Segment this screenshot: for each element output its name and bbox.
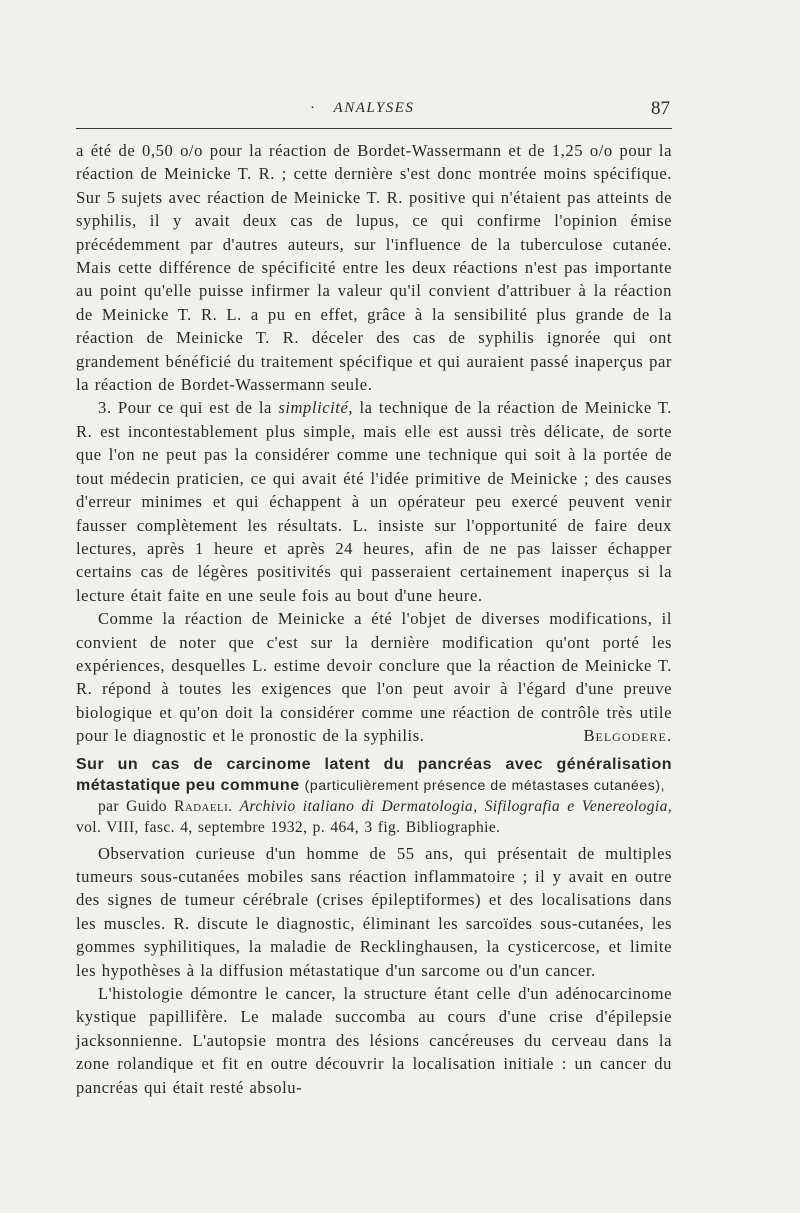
review1-paragraph-3-text: Comme la réaction de Meinicke a été l'objet de diverses modifications, il convient de noter que c'est sur la dernière modification qu'ont porté les expériences, desquelles L. estime devoir conclure que la réaction de Meinicke T. R. répond à toutes les exigences que l'on peut avoir à l'égard d'une preuve biologique et qu'on doit la considérer comme une réaction de contrôle très utile pour le diagnostic et le pronostic de la syphilis. [76, 609, 672, 746]
review1-paragraph-2-rest: , la technique de la réaction de Meinicke T. R. est incontestablement plus simple, mais elle est aussi très délicate, de sorte que l'on ne peut pas la considérer comme une technique qui soit à la portée de tout médecin praticien, ce qui avait été l'idée primitive de Meinicke ; des causes d'erreur minimes et qui échappent à un opérateur peu exercé peuvent venir fausser complètement les résultats. L. insiste sur l'opportunité de faire deux lectures, après 1 heure et après 24 heures, afin de ne pas laisser échapper certains cas de légères positivités qui passeraient certainement inaperçus si la lecture était faite en une seule fois au bout d'une heure. [76, 398, 672, 605]
article-title-text: Sur un cas de carcinome latent du pancréas avec généralisation métastatique peu commune [76, 755, 672, 794]
article-subtitle: (particulièrement présence de métastases cutanées), [304, 776, 666, 793]
running-title: ANALYSES [333, 100, 415, 116]
citation-by: par Guido [98, 797, 175, 815]
review1-paragraph-1: a été de 0,50 o/o pour la réaction de Bordet-Wassermann et de 1,25 o/o pour la réaction de Meinicke T. R. ; cette dernière s'est donc montrée moins spécifique. Sur 5 sujets avec réaction de Meinicke T. R. positive qui n'étaient pas atteints de syphilis, il y avait deux cas de lupus, ce qui confirme l'opinion émise précédemment par d'autres auteurs, sur l'influence de la tuberculose cutanée. Mais cette différence de spécificité entre les deux réactions n'est pas importante au point qu'elle puisse infirmer la valeur qu'il convient d'attribuer à la réaction de Meinicke T. R. L. a pu en effet, grâce à la sensibilité plus grande de la réaction de Meinicke T. R. déceler des cas de syphilis ignorée qui ont grandement bénéficié du traitement spécifique et qui auraient passé inaperçus par la réaction de Bordet-Wassermann seule. [76, 141, 672, 395]
header-rule [76, 128, 672, 129]
reviewer-signature: Belgodere. [583, 726, 672, 746]
review1-paragraph-2-start: 3. Pour ce qui est de la [98, 398, 279, 418]
review2-paragraph-2: L'histologie démontre le cancer, la structure étant celle d'un adénocarcinome kystique papillifère. Le malade succomba au cours d'une crise d'épilepsie jacksonnienne. L'autopsie montra des lésions cancéreuses du cerveau dans la zone rolandique et fit en outre découvrir la localisation initiale : un cancer du pancréas qui était resté absolu- [76, 984, 672, 1097]
article-title [76, 754, 672, 796]
review1-paragraph-2 [76, 396, 672, 607]
running-header [76, 96, 672, 126]
emphasis-simplicite: simplicité [278, 398, 349, 418]
page-number: 87 [651, 98, 670, 119]
header-dot: · [310, 100, 315, 116]
review1-paragraph-3 [76, 607, 672, 747]
citation-details: vol. VIII, fasc. 4, septembre 1932, p. 464, 3 fig. Bibliographie. [76, 818, 501, 836]
article-citation [76, 796, 672, 838]
review2-paragraph-1: Observation curieuse d'un homme de 55 ans, qui présentait de multiples tumeurs sous-cutanées mobiles sans réaction inflammatoire ; il y avait en outre des signes de tumeur cérébrale (crises épileptiformes) et des localisations dans les muscles. R. discute le diagnostic, éliminant les sarcoïdes sous-cutanées, les gommes syphilitiques, la maladie de Recklinghausen, la cysticercose, et limite les hypothèses à la diffusion métastatique d'un sarcome ou d'un cancer. [76, 843, 672, 980]
citation-author: Radaeli. [174, 797, 233, 815]
page [76, 96, 672, 1099]
citation-journal: Archivio italiano di Dermatologia, Sifilografia e Venereologia, [239, 797, 672, 815]
